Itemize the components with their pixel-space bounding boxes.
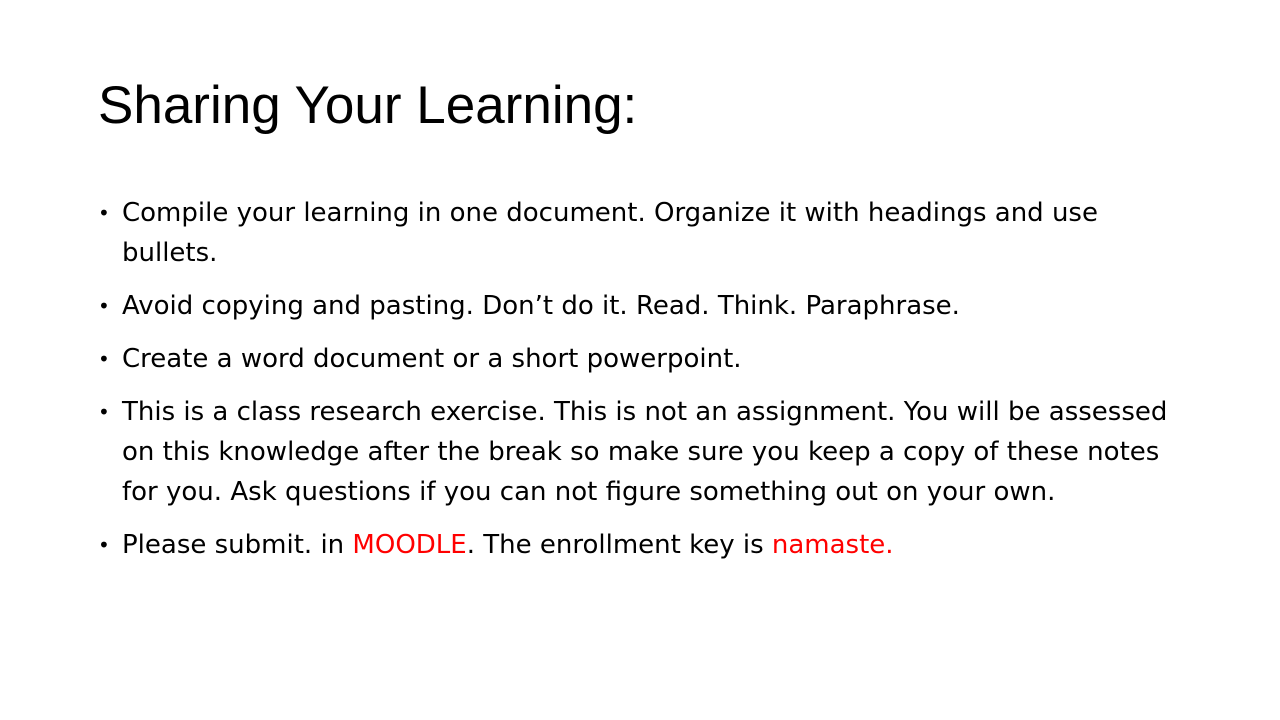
enrollment-key-highlight: namaste. — [771, 530, 894, 560]
bullet-icon: • — [98, 400, 110, 424]
bullet-text: Avoid copying and pasting. Don’t do it. Read. Think. Paraphrase. — [122, 291, 960, 321]
bullet-list — [98, 193, 1188, 578]
bullet-icon: • — [98, 347, 110, 371]
moodle-highlight: MOODLE — [352, 530, 467, 560]
bullet-item-compile — [98, 193, 1188, 273]
bullet-icon: • — [98, 533, 110, 557]
bullet-icon: • — [98, 294, 110, 318]
slide-title: Sharing Your Learning: — [98, 76, 638, 135]
bullet-item-create-document — [98, 339, 1188, 379]
bullet-icon: • — [98, 201, 110, 225]
bullet-text — [122, 530, 894, 560]
bullet-text: Create a word document or a short powerpoint. — [122, 344, 742, 374]
bullet-text: This is a class research exercise. This is not an assignment. You will be assessed on this knowledge after the break so make sure you keep a copy of these notes for you. Ask questions if you can not figure something out on your own. — [122, 397, 1168, 507]
submit-text-before: Please submit. in — [122, 530, 353, 560]
submit-text-middle: . The enrollment key is — [466, 530, 772, 560]
bullet-item-avoid-copying — [98, 286, 1188, 326]
bullet-item-class-exercise — [98, 392, 1188, 512]
bullet-text: Compile your learning in one document. Organize it with headings and use bullets. — [122, 198, 1098, 268]
bullet-item-submit — [98, 525, 1188, 565]
